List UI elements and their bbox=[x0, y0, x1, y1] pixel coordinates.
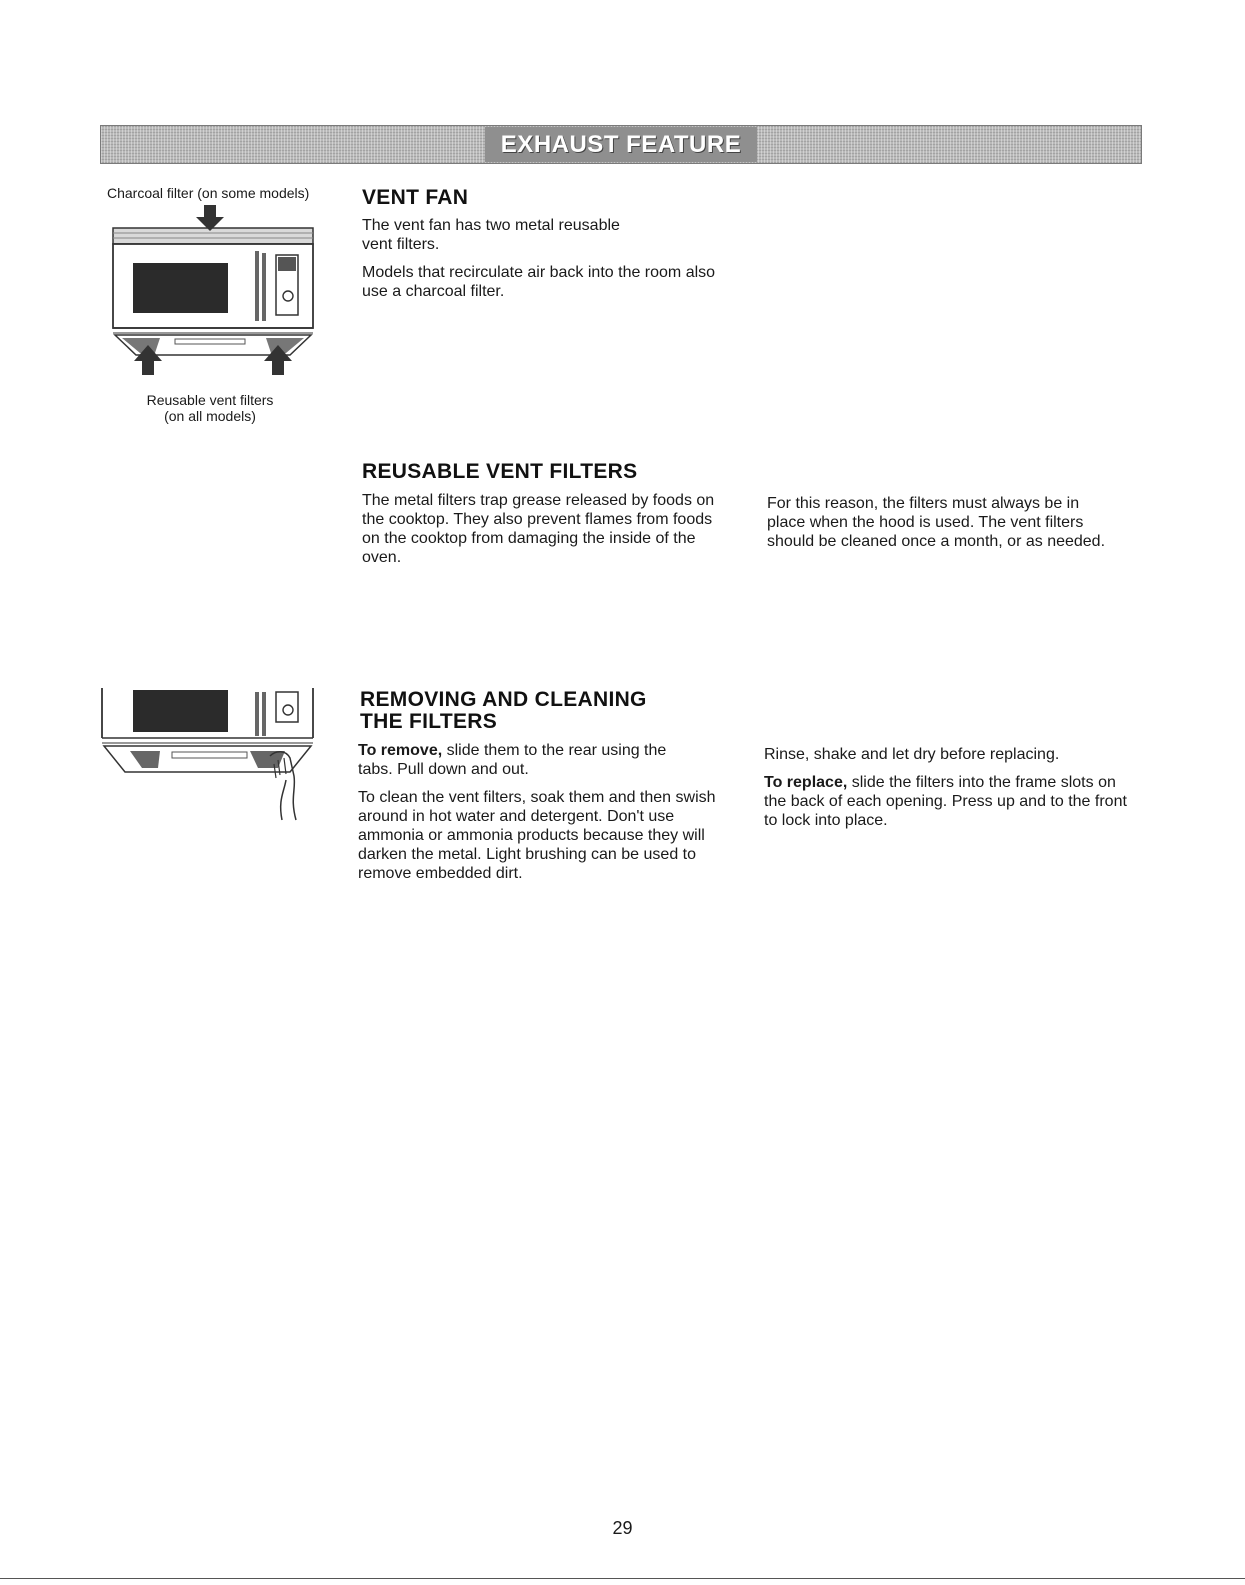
removing-left-column bbox=[358, 741, 728, 892]
reusable-filters-heading: REUSABLE VENT FILTERS bbox=[362, 460, 638, 483]
figure1-caption-top: Charcoal filter (on some models) bbox=[107, 185, 310, 201]
reusable-filters-right-text: For this reason, the filters must always be in place when the hood is used. The vent filters should be cleaned once a month, or as needed. bbox=[767, 495, 1106, 550]
caption-line: Reusable vent filters bbox=[146, 392, 274, 408]
microwave-filters-illustration bbox=[100, 203, 325, 378]
removing-heading bbox=[360, 689, 647, 733]
rinse-paragraph: Rinse, shake and let dry before replacing. bbox=[764, 746, 1060, 763]
to-replace-paragraph bbox=[764, 773, 1129, 830]
to-remove-text: slide them to the rear using the tabs. Pull down and out. bbox=[358, 742, 667, 778]
filter-removal-illustration bbox=[100, 680, 325, 825]
vent-fan-paragraph: The vent fan has two metal reusable vent filters. bbox=[362, 217, 620, 253]
vent-fan-heading: VENT FAN bbox=[362, 186, 469, 209]
footer-rule bbox=[0, 1578, 1245, 1579]
reusable-filters-left-text: The metal filters trap grease released by foods on the cooktop. They also prevent flames from foods on the cooktop from damaging the inside of the oven. bbox=[362, 492, 715, 566]
vent-fan-body bbox=[362, 216, 717, 310]
to-remove-paragraph bbox=[358, 741, 703, 779]
to-clean-paragraph: To clean the vent filters, soak them and then swish around in hot water and detergent. Don't use ammonia or ammonia products because they will darken the metal. Light brushing can be used to remove embedded dirt. bbox=[358, 789, 716, 882]
removing-heading-line: THE FILTERS bbox=[360, 710, 498, 733]
vent-fan-paragraph: Models that recirculate air back into the room also use a charcoal filter. bbox=[362, 264, 716, 300]
banner-title: EXHAUST FEATURE bbox=[485, 127, 757, 162]
to-replace-text: slide the filters into the frame slots on the back of each opening. Press up and to the front to lock into place. bbox=[764, 774, 1127, 829]
to-remove-lead: To remove, bbox=[358, 742, 443, 759]
page-number: 29 bbox=[612, 1518, 633, 1538]
removing-right-column bbox=[764, 745, 1129, 839]
to-replace-lead: To replace, bbox=[764, 774, 848, 791]
section-banner bbox=[100, 125, 1142, 164]
figure1-caption-bottom bbox=[110, 392, 310, 424]
caption-line: (on all models) bbox=[164, 408, 256, 424]
removing-heading-line: REMOVING AND CLEANING bbox=[360, 688, 647, 711]
